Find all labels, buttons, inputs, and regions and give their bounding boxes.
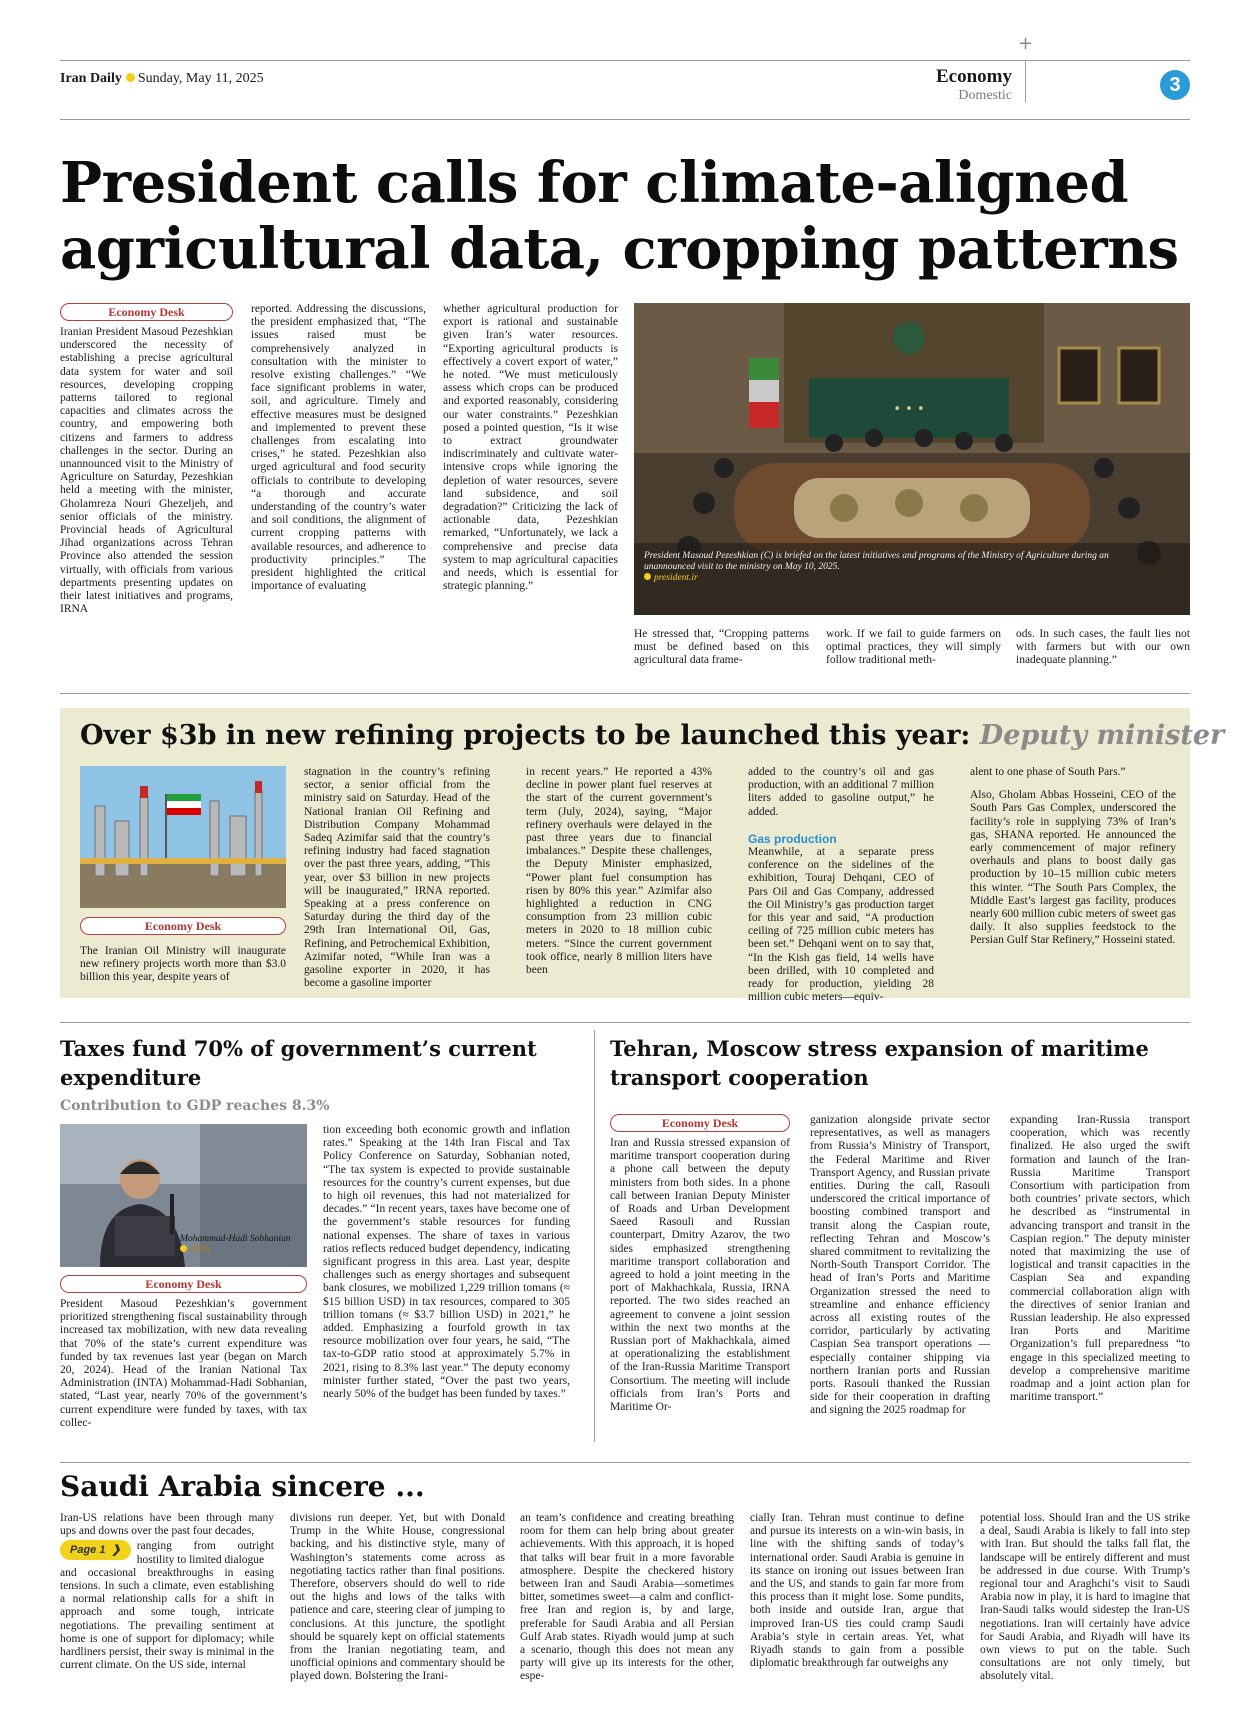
issue-date: Sunday, May 11, 2025 [137,71,264,86]
section-subname: Domestic [958,88,1012,103]
masthead-left [60,69,264,87]
maritime-column-1 [610,1137,790,1442]
maritime-column-2-text: ganization alongside private sector representatives, as well as managers from Russia’s Ministry of Transport, the Federal Maritime and River Transport Agency, and Russian private entities. During the call, Rasouli underscored the critical importance of boosting combined transport and transit along the Caspian route, reflecting Tehran and Moscow’s shared commitment to revitalizing the North-South Transport Corridor. The head of Iran’s Ports and Maritime Organization stressed the need to streamline and enhance efficiency across all existing routes of the corridor, particularly by activating Caspian Sea transport operations — especially container shipping via northern Iranian ports and Russian ports. Rasouli thanked the Russian side for their cooperation in drafting and signing the 2025 roadmap for [810,1114,990,1417]
svg-text:• • •: • • • [893,402,925,417]
refining-column-4 [748,766,934,1004]
masthead-divider [1025,60,1026,102]
lead-photo-caption-text: President Masoud Pezeshkian (C) is briefed on the latest initiatives and programs of the Ministry of Agriculture during an unannounced visit to the ministry on May 10, 2025. [644,551,1109,572]
taxes-column-2 [323,1124,570,1442]
lead-bottom-rule [60,693,1190,694]
saudi-column-1b-text: ranging from outright hostility to limited dialogue [136,1540,274,1566]
refining-column-4a-text: added to the country’s oil and gas production, with an additional 7 million liters added to gasoline output,” he added. [748,766,934,818]
bullet-dot-icon [126,73,135,82]
refining-column-2 [304,766,490,990]
refining-column-5 [970,766,1176,990]
continued-from-page-label: Page 1 [70,1543,106,1556]
maritime-column-3-text: expanding Iran-Russia transport cooperation, which was recently finalized. He also urged the swift formation and launch of the Iran-Russia Maritime Transport Consortium with participation from both countries’ private sectors, which he described as “instrumental in advancing transport and transit in the Caspian region.” The deputy minister noted that maximizing the use of logistical and transit capacities in the Caspian Sea and expanding commercial collaboration align with the directives of senior Iranian and Russian leadership. He also expressed Iran Ports and Maritime Organization’s full preparedness “to engage in this specialized meeting to develop a comprehensive maritime roadmap and a joint action plan for maritime transport.” [1010,1114,1190,1404]
refining-column-3-text: in recent years.” He reported a 43% decline in power plant fuel reserves at the start of the current government’s term (July, 2024), saying, “Major refinery overhauls were delayed in the past three years due to financial imbalances.” Despite these challenges, the Deputy Minister emphasized, “Power plant fuel consumption has risen by 80% this year.” Azimifar also highlighted a reduction in CNG consumption from 23 million cubic meters in 2020 to 18 million cubic meters. “Since the current government took office, nearly 8 million liters have been [526,766,712,977]
page-number: 3 [1160,70,1190,100]
taxes-desk-label: Economy Desk [60,1275,307,1293]
lead-column-6-text: ods. In such cases, the fault lies not with farmers but with our own inadequate planning.” [1016,628,1190,667]
lead-column-6 [1016,628,1190,672]
saudi-column-4 [750,1512,964,1708]
story-divider [594,1030,595,1442]
taxes-photo-caption-text: Mohammad-Hadi Sobhanian [180,1234,291,1244]
saudi-column-1c-text: and occasional breakthroughs in easing tensions. In such a climate, even establishing a normal relationship calls for a shift in approach and some tough, intricate negotiations. The prevailing sentiment at home is one of support for diplomacy; while hardliners persist, their sway is minimal in the current climate. On the US side, internal [60,1566,274,1672]
taxes-photo-caption [180,1234,305,1256]
lead-column-5-text: work. If we fail to guide farmers on optimal practices, they will simply follow traditional meth- [826,628,1001,667]
lead-photo-caption [644,551,1134,584]
taxes-column-2-text: tion exceeding both economic growth and inflation rates.” Speaking at the 14th Iran Fiscal and Tax Policy Conference on Saturday, Sobhanian noted, “The tax system is expected to provide sustainable resources for the country’s current expenses, but due to high oil revenues, this had not materialized for decades.” “In recent years, taxes have become one of the government’s stable resources for funding national expenses. The share of taxes in various ratios reflects reduced budget dependency, indicating significant progress in this area. Last year, despite challenges such as energy shortages and subsequent bank closures, we mobilized 1,229 trillion tomans (≈ $15 billion USD) in tax resources, compared to 305 trillion tomans (≈ $3.7 billion USD) in 2021,” he added. Emphasizing a fourfold growth in tax resource mobilization over four years, he said, “The tax-to-GDP ratio stood at approximately 5.7% in 2021, rising to 8.3% last year.” The deputy economy minister further stated, “Over the past two years, nearly 50% of the budget has been funded by taxes.” [323,1124,570,1401]
saudi-column-2 [290,1512,505,1708]
refining-column-1-text: The Iranian Oil Ministry will inaugurate new refinery projects worth more than $3.0 billion this year, despite years of [80,945,286,984]
lead-column-1 [60,326,233,671]
taxes-headline: Taxes fund 70% of government’s current expenditure [60,1036,537,1090]
lead-headline: President calls for climate-aligned agricultural data, cropping patterns [60,150,1179,282]
maritime-column-3 [1010,1114,1190,1442]
refining-column-5b-text: Also, Gholam Abbas Hosseini, CEO of the South Pars Gas Complex, underscored the facility’s role in supplying 73% of Iran’s gas, SHANA reported. He announced the early commencement of major refinery overhauls and plans to boost daily gas production by 10–15 million cubic meters this winter. “The South Pars Complex, the Middle East’s largest gas facility, produces nearly 600 million cubic meters of sweet gas daily. It also supplies feedstock to the Persian Gulf Star Refinery,” Hosseini stated. [970,789,1176,947]
refinery-image [80,766,286,908]
saudi-column-3-text: an team’s confidence and creating breathing room for them can help bring about greater achievements. With this approach, it is hoped that talks will bear fruit in a more favorable atmosphere. Despite the checkered history between Iran and Saudi Arabia—sometimes bitter, sometimes sweet—a calm and conflict-free Iran and region is, by and large, preferable for Saudi Arabia and all Persian Gulf Arab states. Riyadh would jump at such a scenario, though this does not mean any party will give up its interests for the other, espe- [520,1512,734,1683]
lead-column-4-text: He stressed that, “Cropping patterns must be defined based on this agricultural data frame- [634,628,809,667]
lead-column-4 [634,628,809,672]
taxes-column-1 [60,1298,307,1441]
crop-mark-icon: + [1018,33,1034,54]
refining-column-5a-text: alent to one phase of South Pars.” [970,766,1126,778]
taxes-column-1-text: President Masoud Pezeshkian’s government prioritized strengthening fiscal sustainability through increased tax mobilization, with new data revealing that 70% of the state’s current expenditure was funded by tax revenues last year (began on March 20, 2024). Head of the Iranian National Tax Administration (INTA) Mohammad-Hadi Sobhanian, stated, “Last year, nearly 70% of the government’s current expenditure were funded by taxes, with tax collec- [60,1298,307,1429]
masthead-rule [60,119,1190,120]
saudi-column-4-text: cially Iran. Tehran must continue to define and pursue its interests on a win-win basis, in line with the shifting sands of today’s international order. Saudi Arabia is genuine in its stance on ironing out issues between Iran and the US, and stands to gain far more from this process than it might lose. Some pundits, both inside and outside Iran, argue that improved Iran-US ties could cramp Saudi Arabia’s style in certain areas. Yet, what Riyadh stands to gain from a possible diplomatic breakthrough far outweighs any [750,1512,964,1670]
taxes-photo-credit: ISNA [190,1245,211,1255]
saudi-column-5 [980,1512,1190,1708]
refining-column-1 [80,945,286,990]
spacer [748,819,934,829]
lead-desk-label: Economy Desk [60,303,233,321]
maritime-headline: Tehran, Moscow stress expansion of maritime transport cooperation [610,1036,1149,1090]
paper-name: Iran Daily [60,71,122,86]
continued-from-page-button[interactable] [60,1540,131,1560]
refining-column-4b-text: Meanwhile, at a separate press conference on the sidelines of the exhibition, Touraj Dehqani, CEO of Pars Oil and Gas Company, addressed the Oil Ministry’s gas production target for this year and said, “A production ceiling of 725 million cubic meters has been set.” Dehqani went on to say that, “In the Kish gas field, 14 wells have been drilled, with 10 completed and ready for production, yielding 28 million cubic meters—equiv- [748,846,934,1004]
continuation-row [60,1540,274,1566]
lead-column-1-text: Iranian President Masoud Pezeshkian underscored the necessity of establishing a precise agricultural data system for water and soil resources, developing cropping patterns tailored to regional capacities and climates across the country, and empowering both citizens and farmers to address challenges in the sector. During an unannounced visit to the Ministry of Agriculture on Saturday, Pezeshkian held a meeting with the minister, Gholamreza Nouri Ghezeljeh, and senior officials of the ministry. Provincial heads of Agricultural Jihad organizations across Tehran Province also attended the session virtually, with officials from various departments presenting updates on their latest initiatives and programs, IRNA [60,326,233,616]
section-name: Economy [936,66,1012,87]
saudi-headline: Saudi Arabia sincere ... [60,1470,425,1503]
refining-column-3 [526,766,712,990]
saudi-column-3 [520,1512,734,1708]
saudi-column-2-text: divisions run deeper. Yet, but with Donald Trump in the White House, congressional backing, and his distinctive style, many of Washington’s statements come across as negotiating tactics rather than final positions. Therefore, observers should do well to ride out the highs and lows of the talks with patience and care, steering clear of jumping to conclusions. At this juncture, the spotlight should be squarely kept on official statements from the Iranian negotiating team, and unofficial opinions and commentary should be played down. Bolstering the Irani- [290,1512,505,1683]
taxes-deck: Contribution to GDP reaches 8.3% [60,1098,330,1114]
maritime-bottom-rule [60,1462,1190,1463]
credit-dot-icon [180,1245,187,1252]
lead-photo-credit: president.ir [654,573,698,583]
lead-photo [634,303,1190,615]
saudi-column-1 [60,1512,274,1708]
refining-desk-label: Economy Desk [80,917,286,935]
refining-headline-main: Over $3b in new refining projects to be launched this year: [80,720,980,751]
refining-headline-accent: Deputy minister [979,720,1225,751]
refining-subhead: Gas production [748,831,837,846]
maritime-column-2 [810,1114,990,1442]
spacer [970,779,1176,789]
taxes-photo [60,1124,307,1267]
refinery-photo [80,766,286,908]
chevron-right-icon: ❯ [111,1543,121,1556]
maritime-desk-label: Economy Desk [610,1114,790,1132]
maritime-column-1-text: Iran and Russia stressed expansion of maritime transport cooperation during a phone call between the deputy ministers from both sides. In a phone call between Iranian Deputy Minister of Roads and Urban Development Saeed Rasouli and Russian counterpart, Dmitry Azarov, the two sides emphasized strengthening maritime transport collaboration and agreed to hold a joint meeting in the port of Makhachkala, Russia, IRNA reported. The two sides reached an agreement to convene a joint session within the next two months at the Russian port of Makhachkala, aimed at operationalizing the establishment of the Iran-Russia Maritime Transport Consortium. The meeting will include officials from Iran’s Ports and Maritime Or- [610,1137,790,1414]
lead-column-2 [251,303,426,671]
credit-dot-icon [644,573,651,580]
saudi-column-5-text: potential loss. Should Iran and the US strike a deal, Saudi Arabia is likely to fall into step with Iran. But should the talks fall flat, the landscape will be entirely different and must be addressed in due course. With Trump’s regional tour and Araghchi’s visit to Saudi Arabia now in play, it is hard to imagine that Iran-Saudi talks would sidestep the Iran-US negotiations. Iran will certainly have advice for Saudi Arabia, and Riyadh will have its own views to put on the table. Such consultations are not only timely, but absolutely vital. [980,1512,1190,1683]
lead-column-5 [826,628,1001,672]
top-rule [60,60,1190,61]
refining-headline [80,719,1225,753]
lead-column-3-text: whether agricultural production for export is rational and sustainable given Iran’s water resources. “Exporting agricultural products is effectively a covert export of water,” he noted. “We must meticulously assess which crops can be produced and exported reasonably, considering our water constraints.” Pezeshkian posed a pointed question, “Is it wise to extract groundwater indiscriminately and cultivate water-intensive crops while ignoring the depletion of water resources, severe land subsidence, and soil degradation?” Criticizing the lack of actionable data, Pezeshkian remarked, “Unfortunately, we lack a comprehensive and precise data system to map agricultural capacities and needs, which is essential for strategic planning.” [443,303,618,593]
lead-column-2-text: reported. Addressing the discussions, the president emphasized that, “The issues raised must be comprehensively analyzed in consultation with the minister to resolve existing challenges.” “We face significant problems in water, soil, and agriculture. Timely and effective measures must be designed and implemented to prevent these challenges from escalating into crises,” he stated. Pezeshkian also urged agricultural and food security officials to contribute to developing “a thorough and accurate understanding of the country’s water and soil conditions, the alignment of current cropping patterns with available resources, and adherence to productivity principles.” The president highlighted the critical importance of evaluating [251,303,426,593]
saudi-column-1a-text: Iran-US relations have been through many ups and downs over the past four decades, [60,1512,274,1538]
refining-column-2-text: stagnation in the country’s refining sector, a senior official from the ministry said on Saturday. Head of the National Iranian Oil Refining and Distribution Company Mohammad Sadeq Azimifar said that the country’s refining industry had faced stagnation over the past three years, adding, “This year, over $3 billion in new projects will be inaugurated,” IRNA reported. Speaking at a press conference on Saturday during the third day of the 29th Iran International Oil, Gas, Refining, and Petrochemical Exhibition, Azimifar noted, “While Iran was a gasoline exporter in 2020, it has become a gasoline importer [304,766,490,990]
section-label [880,66,1012,104]
refining-bottom-rule [60,1022,1190,1023]
lead-column-3 [443,303,618,671]
